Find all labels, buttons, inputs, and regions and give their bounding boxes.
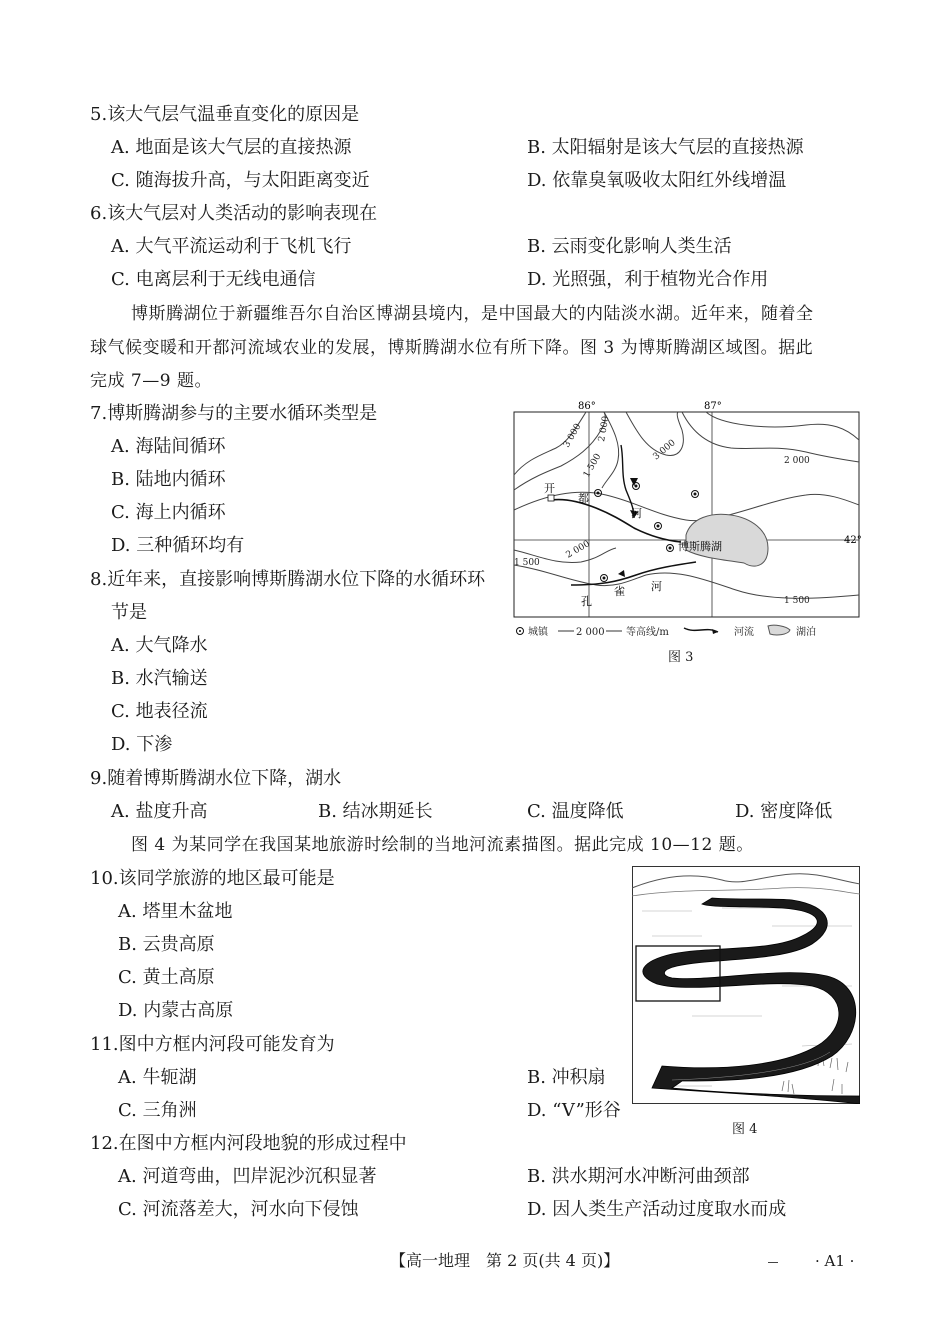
q10-option-b: B. 云贵高原 xyxy=(118,934,215,955)
q9-option-d: D. 密度降低 xyxy=(735,801,833,822)
q6-option-a: A. 大气平流运动利于飞机飞行 xyxy=(111,236,352,257)
lat-42-label: 42° xyxy=(844,535,862,546)
river-char: 雀 xyxy=(614,585,625,598)
contour-line xyxy=(706,412,859,440)
q6-option-d: D. 光照强，利于植物光合作用 xyxy=(527,269,769,290)
contour-line xyxy=(514,412,586,475)
river-char: 开 xyxy=(544,482,555,495)
q12-option-b: B. 洪水期河水冲断河曲颈部 xyxy=(527,1166,750,1187)
contour-label: 3 000 xyxy=(651,438,678,463)
legend-lake: 湖泊 xyxy=(796,627,816,638)
river-char: 河 xyxy=(651,580,662,593)
q8-option-d: D. 下渗 xyxy=(111,734,173,755)
q11-option-a: A. 牛轭湖 xyxy=(118,1067,197,1088)
contour-label: 1 500 xyxy=(514,558,540,568)
footer-dash xyxy=(768,1262,778,1263)
q9-stem: 9.随着博斯腾湖水位下降，湖水 xyxy=(90,768,342,789)
q7-option-a: A. 海陆间循环 xyxy=(111,436,226,457)
kaidu-river xyxy=(551,499,681,542)
q5-stem: 5.该大气层气温垂直变化的原因是 xyxy=(90,104,360,125)
q11-option-b: B. 冲积扇 xyxy=(527,1067,606,1088)
reservoir-marker xyxy=(548,495,554,501)
contour-line xyxy=(682,412,859,462)
q8-option-b: B. 水汽输送 xyxy=(111,668,208,689)
contour-label: 2 000 xyxy=(597,415,612,443)
lon-87-label: 87° xyxy=(704,401,722,412)
figure3-caption: 图 3 xyxy=(668,650,694,665)
q5-option-a: A. 地面是该大气层的直接热源 xyxy=(111,137,352,158)
q10-option-c: C. 黄土高原 xyxy=(118,967,215,988)
q12-option-a: A. 河道弯曲，凹岸泥沙沉积显著 xyxy=(118,1166,377,1187)
lake-label: 博斯腾湖 xyxy=(678,540,722,553)
q8-stem-cont: 节是 xyxy=(111,602,147,623)
legend-river: 河流 xyxy=(734,627,754,638)
contour-label: 1 500 xyxy=(784,596,810,606)
passage1-line2: 球气候变暖和开都河流域农业的发展，博斯腾湖水位有所下降。图 3 为博斯腾湖区域图。据此 xyxy=(90,338,814,358)
q7-option-d: D. 三种循环均有 xyxy=(111,535,245,556)
paper-code: · A1 · xyxy=(815,1252,855,1270)
q12-stem: 12.在图中方框内河段地貌的形成过程中 xyxy=(90,1133,407,1154)
q11-option-d: D. “V”形谷 xyxy=(527,1100,621,1121)
contour-label: 2 000 xyxy=(784,456,810,466)
q7-stem: 7.博斯腾湖参与的主要水循环类型是 xyxy=(90,403,378,424)
figure3-map xyxy=(506,400,876,650)
q7-option-c: C. 海上内循环 xyxy=(111,502,226,523)
q12-option-c: C. 河流落差大，河水向下侵蚀 xyxy=(118,1199,359,1220)
q8-option-a: A. 大气降水 xyxy=(111,635,208,656)
q10-stem: 10.该同学旅游的地区最可能是 xyxy=(90,868,335,889)
q5-option-d: D. 依靠臭氧吸收太阳红外线增温 xyxy=(527,170,787,191)
river-arrow xyxy=(618,570,625,577)
legend-contour-sample: 2 000 xyxy=(576,627,605,638)
q5-option-b: B. 太阳辐射是该大气层的直接热源 xyxy=(527,137,804,158)
q8-option-c: C. 地表径流 xyxy=(111,701,208,722)
passage1-line3: 完成 7—9 题。 xyxy=(90,371,212,391)
contour-line xyxy=(514,492,859,520)
q5-option-c: C. 随海拔升高，与太阳距离变近 xyxy=(111,170,370,191)
figure4-sketch xyxy=(632,866,860,1104)
contour-line xyxy=(514,565,859,598)
q10-option-a: A. 塔里木盆地 xyxy=(118,901,233,922)
page-footer: 【高一地理 第 2 页(共 4 页)】 xyxy=(390,1251,620,1270)
river-char: 都 xyxy=(578,492,589,505)
q9-option-a: A. 盐度升高 xyxy=(111,801,208,822)
q9-option-b: B. 结冰期延长 xyxy=(318,801,433,822)
passage1-line1: 博斯腾湖位于新疆维吾尔自治区博湖县境内，是中国最大的内陆淡水湖。近年来，随着全 xyxy=(131,304,814,324)
contour-label: 1 500 xyxy=(581,452,604,480)
legend-town: 城镇 xyxy=(528,627,548,638)
passage2: 图 4 为某同学在我国某地旅游时绘制的当地河流素描图。据此完成 10—12 题。 xyxy=(131,835,754,855)
q12-option-d: D. 因人类生产活动过度取水而成 xyxy=(527,1199,787,1220)
q7-option-b: B. 陆地内循环 xyxy=(111,469,226,490)
figure4-caption: 图 4 xyxy=(732,1122,758,1137)
contour-line xyxy=(626,412,683,455)
lon-86-label: 86° xyxy=(578,401,596,412)
q11-option-c: C. 三角洲 xyxy=(118,1100,197,1121)
legend-contour: 等高线/m xyxy=(626,627,669,638)
q11-stem: 11.图中方框内河段可能发育为 xyxy=(90,1034,335,1055)
q8-stem: 8.近年来，直接影响博斯腾湖水位下降的水循环环 xyxy=(90,569,486,590)
river-char: 孔 xyxy=(581,595,592,608)
river-char: 河 xyxy=(631,507,642,520)
q6-stem: 6.该大气层对人类活动的影响表现在 xyxy=(90,203,378,224)
contour-label: 3 000 xyxy=(561,422,584,450)
q6-option-c: C. 电离层利于无线电通信 xyxy=(111,269,316,290)
q10-option-d: D. 内蒙古高原 xyxy=(118,1000,234,1021)
contour-label: 2 000 xyxy=(564,539,592,561)
q6-option-b: B. 云雨变化影响人类生活 xyxy=(527,236,732,257)
q9-option-c: C. 温度降低 xyxy=(527,801,624,822)
contour-line xyxy=(514,412,605,490)
